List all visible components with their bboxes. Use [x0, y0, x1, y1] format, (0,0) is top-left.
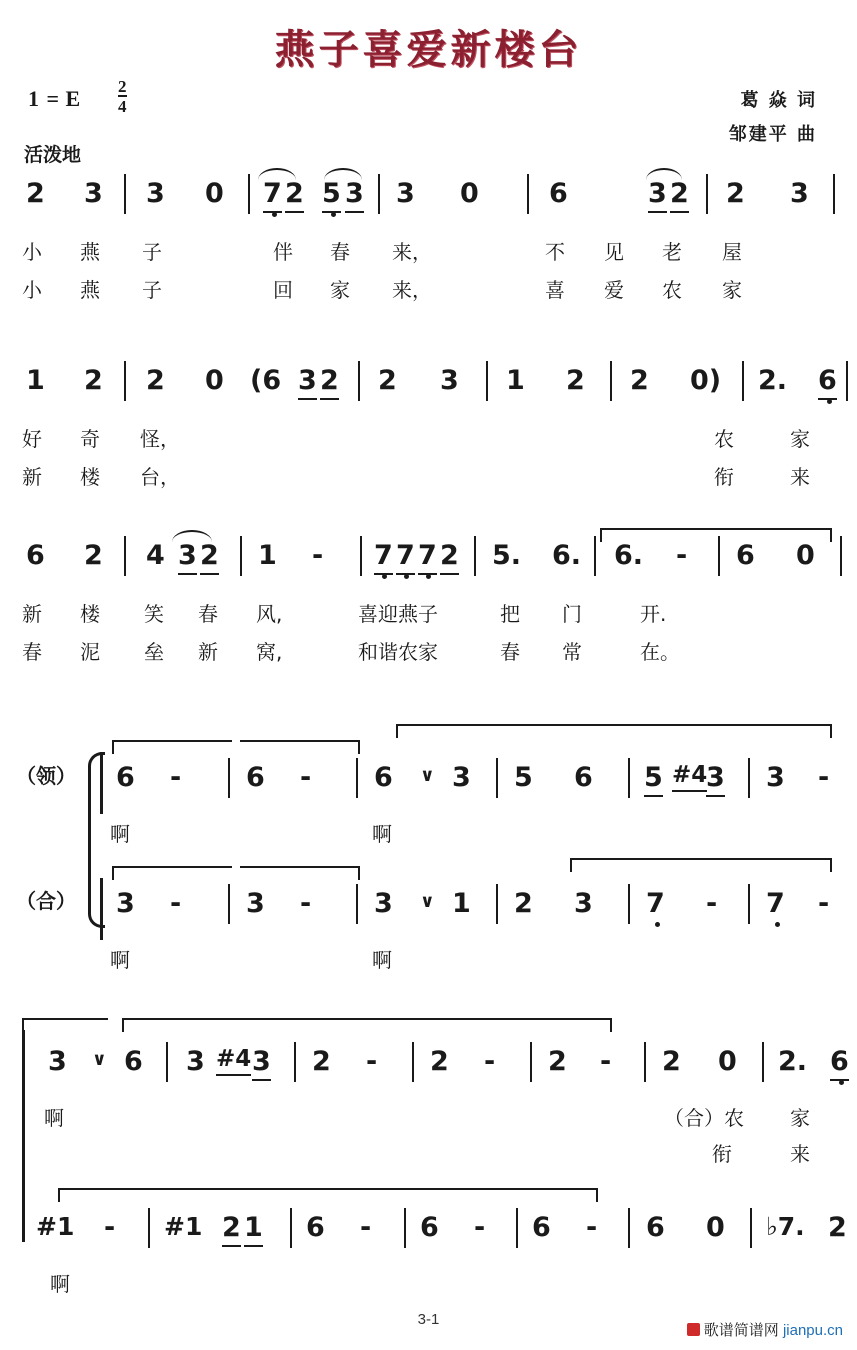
note: 3	[648, 178, 667, 213]
note: -	[366, 1046, 378, 1077]
lyric: 春	[500, 640, 520, 664]
note: -	[484, 1046, 496, 1077]
barline	[360, 536, 362, 576]
system-3-lyrics-verse2	[0, 636, 857, 668]
breath-mark: ∨	[420, 891, 435, 912]
note: 0	[205, 178, 224, 209]
barline	[750, 1208, 752, 1248]
lyric: 好	[22, 427, 42, 451]
note: 2	[440, 540, 459, 575]
note: 3	[706, 762, 725, 797]
note: 7	[766, 888, 785, 919]
system-1-notes	[0, 178, 857, 224]
note: 3	[574, 888, 593, 919]
barline	[846, 361, 848, 401]
system-3-notes	[0, 540, 857, 586]
note: 2	[670, 178, 689, 213]
barline	[530, 1042, 532, 1082]
part-label-chorus: （合）	[16, 889, 76, 913]
lyric: 回	[273, 278, 293, 302]
lyric: 把	[500, 602, 520, 626]
barline	[762, 1042, 764, 1082]
note: 6	[306, 1212, 325, 1243]
note: 3	[116, 888, 135, 919]
low-octave-dot	[272, 212, 277, 217]
lyric: 怪，	[140, 427, 180, 451]
note: (6	[250, 365, 282, 396]
note: 4	[146, 540, 165, 571]
system-1-lyrics-verse1	[0, 236, 857, 268]
note: -	[676, 540, 688, 571]
lyric: 来，	[392, 278, 432, 302]
phrase-tick	[830, 858, 832, 872]
lyric: 家	[790, 1106, 810, 1130]
note: 3	[178, 540, 197, 575]
watermark	[687, 1319, 843, 1340]
lyric: 常	[562, 640, 582, 664]
barline	[356, 884, 358, 924]
note: ♭7.	[766, 1212, 805, 1241]
note: 2	[566, 365, 585, 396]
note: 2	[430, 1046, 449, 1077]
barline	[124, 536, 126, 576]
note: 2.	[778, 1046, 808, 1077]
note: -	[300, 762, 312, 793]
key-signature	[28, 86, 80, 112]
lyric: 来	[790, 465, 810, 489]
page-number: 3-1	[417, 1311, 440, 1328]
note: 2	[146, 365, 165, 396]
note: 6	[646, 1212, 665, 1243]
note: 3	[186, 1046, 205, 1077]
note: 0	[460, 178, 479, 209]
breath-mark: ∨	[420, 765, 435, 786]
system-4-lead-lyrics	[0, 818, 857, 850]
system-5-notes	[0, 1046, 857, 1092]
note: 0	[205, 365, 224, 396]
barline	[228, 884, 230, 924]
barline	[486, 361, 488, 401]
phrase-tick	[58, 1188, 60, 1202]
lyric: 小	[22, 240, 42, 264]
note: 2	[222, 1212, 241, 1247]
lyric: 伴	[273, 240, 293, 264]
phrase-tick	[358, 866, 360, 880]
watermark-badge-icon	[687, 1323, 700, 1336]
lyric: 窝,	[256, 640, 283, 664]
system-1	[0, 178, 857, 306]
lyric: 泥	[80, 640, 100, 664]
system-5-lyrics-line1	[0, 1102, 857, 1134]
note: 1	[26, 365, 45, 396]
lyric: 垒	[144, 640, 164, 664]
system-4-chorus-notes	[0, 888, 857, 934]
note: 5.	[492, 540, 522, 571]
note: 2	[378, 365, 397, 396]
barline	[148, 1208, 150, 1248]
system-2	[0, 365, 857, 493]
time-signature	[118, 78, 127, 115]
note: 2	[84, 540, 103, 571]
note: 6	[574, 762, 593, 793]
note: 6	[26, 540, 45, 571]
barline	[628, 884, 630, 924]
lyric: 风,	[256, 602, 283, 626]
system-4-chorus-lyrics	[0, 944, 857, 976]
note: 6	[116, 762, 135, 793]
part-label-lead: （领）	[16, 764, 76, 788]
note: 6	[818, 365, 837, 400]
note: #4	[216, 1046, 251, 1076]
phrase-line	[112, 740, 232, 742]
composer: 邹建平 曲	[728, 124, 817, 146]
phrase-line	[396, 724, 832, 726]
phrase-line	[240, 866, 360, 868]
note: 3	[246, 888, 265, 919]
lyric: 家	[722, 278, 742, 302]
note: 7	[374, 540, 393, 575]
phrase-tick	[830, 528, 832, 542]
note: 2	[320, 365, 339, 400]
barline	[240, 536, 242, 576]
barline	[644, 1042, 646, 1082]
lyric: 啊	[50, 1272, 70, 1296]
key-value: E	[65, 86, 81, 111]
note: 7	[263, 178, 282, 213]
note: -	[360, 1212, 372, 1243]
phrase-tick	[122, 1018, 124, 1032]
note: 6	[420, 1212, 439, 1243]
phrase-line	[570, 858, 832, 860]
phrase-line	[600, 528, 832, 530]
low-octave-dot	[655, 922, 660, 927]
note: 3	[298, 365, 317, 400]
lyric: 楼	[80, 602, 100, 626]
system-2-lyrics-verse2	[0, 461, 857, 493]
note: 2	[26, 178, 45, 209]
system-2-lyrics-verse1	[0, 423, 857, 455]
low-octave-dot	[426, 574, 431, 579]
barline	[748, 758, 750, 798]
low-octave-dot	[775, 922, 780, 927]
lyric: 子	[142, 240, 162, 264]
lyric: 啊	[110, 822, 130, 846]
system-6	[0, 1212, 857, 1300]
barline	[412, 1042, 414, 1082]
tempo-marking: 活泼地	[24, 144, 82, 166]
note: -	[818, 762, 830, 793]
phrase-tick	[358, 740, 360, 754]
note: 2	[514, 888, 533, 919]
note: 3	[252, 1046, 271, 1081]
breath-mark: ∨	[92, 1049, 107, 1070]
lyric: 楼	[80, 465, 100, 489]
lyric: 燕	[80, 278, 100, 302]
lyric: 喜迎燕子	[358, 602, 438, 626]
system-5-lyrics-line2	[0, 1138, 857, 1170]
lyric: 春	[22, 640, 42, 664]
barline	[404, 1208, 406, 1248]
low-octave-dot	[839, 1080, 844, 1085]
lyric: 笑	[144, 602, 164, 626]
lyric: 春	[198, 602, 218, 626]
lyric: 新	[22, 602, 42, 626]
barline	[124, 174, 126, 214]
system-4-chorus	[0, 888, 857, 976]
note: 7	[396, 540, 415, 575]
lyric: 门	[562, 602, 582, 626]
barline	[474, 536, 476, 576]
system-2-notes	[0, 365, 857, 411]
note: 3	[790, 178, 809, 209]
barline	[358, 361, 360, 401]
note: 2	[630, 365, 649, 396]
lyric: 新	[198, 640, 218, 664]
lyric: 燕	[80, 240, 100, 264]
note: 2	[285, 178, 304, 213]
system-3	[0, 540, 857, 668]
note: 3	[146, 178, 165, 209]
note: 3	[452, 762, 471, 793]
phrase-tick	[830, 724, 832, 738]
barline	[496, 884, 498, 924]
barline	[290, 1208, 292, 1248]
phrase-tick	[610, 1018, 612, 1032]
phrase-tick	[112, 740, 114, 754]
note: 3	[48, 1046, 67, 1077]
phrase-line	[112, 866, 232, 868]
note: 3	[345, 178, 364, 213]
barline	[228, 758, 230, 798]
lyric: 喜	[545, 278, 565, 302]
lyric: 爱	[604, 278, 624, 302]
lyric: 新	[22, 465, 42, 489]
barline	[248, 174, 250, 214]
note: 6	[830, 1046, 849, 1081]
note: 3	[84, 178, 103, 209]
barline	[527, 174, 529, 214]
phrase-tick	[396, 724, 398, 738]
watermark-cn: 歌谱简谱网	[703, 1322, 779, 1339]
lyric: 啊	[372, 822, 392, 846]
note: 6	[532, 1212, 551, 1243]
lyric: 农	[714, 427, 734, 451]
watermark-en: jianpu.cn	[782, 1322, 843, 1339]
page-title: 燕子喜爱新楼台	[274, 26, 583, 73]
note: 6	[549, 178, 568, 209]
phrase-tick	[600, 528, 602, 542]
barline	[748, 884, 750, 924]
note: -	[706, 888, 718, 919]
phrase-line	[122, 1018, 612, 1020]
note: 2	[726, 178, 745, 209]
barline	[840, 536, 842, 576]
note: -	[104, 1212, 116, 1243]
barline	[742, 361, 744, 401]
note: 0	[796, 540, 815, 571]
note: 5	[322, 178, 341, 213]
note: 2.	[758, 365, 788, 396]
lyric: 屋	[722, 240, 742, 264]
barline	[516, 1208, 518, 1248]
system-4-lead	[0, 762, 857, 850]
note: -	[818, 888, 830, 919]
phrase-line	[58, 1188, 598, 1190]
lyric: 小	[22, 278, 42, 302]
phrase-tick	[596, 1188, 598, 1202]
barline	[378, 174, 380, 214]
lyric: 啊	[110, 948, 130, 972]
barline	[610, 361, 612, 401]
barline	[594, 536, 596, 576]
note: #1	[164, 1212, 203, 1241]
note: 3	[396, 178, 415, 209]
barline	[706, 174, 708, 214]
lyric: 来，	[392, 240, 432, 264]
barline	[356, 758, 358, 798]
note: 0	[718, 1046, 737, 1077]
note: 0)	[690, 365, 722, 396]
lyric: 老	[662, 240, 682, 264]
system-wrap-line	[22, 1030, 25, 1242]
note: 6.	[552, 540, 582, 571]
barline	[628, 758, 630, 798]
lyric: 不	[545, 240, 565, 264]
note: 1	[506, 365, 525, 396]
lyric: 见	[604, 240, 624, 264]
note: #1	[36, 1212, 75, 1241]
note: 2	[548, 1046, 567, 1077]
credits	[729, 84, 817, 152]
note: 5	[644, 762, 663, 797]
system-6-lyrics	[0, 1268, 857, 1300]
note: 0	[706, 1212, 725, 1243]
low-octave-dot	[404, 574, 409, 579]
note: 6	[246, 762, 265, 793]
lyric: （合）农	[664, 1106, 744, 1130]
barline	[718, 536, 720, 576]
lyric: 子	[142, 278, 162, 302]
note: -	[170, 762, 182, 793]
barline	[628, 1208, 630, 1248]
lyric: 春	[330, 240, 350, 264]
note: 2	[828, 1212, 847, 1243]
lyric: 奇	[80, 427, 100, 451]
note: -	[586, 1212, 598, 1243]
system-1-lyrics-verse2	[0, 274, 857, 306]
key-label: 1 =	[28, 86, 61, 111]
note: -	[312, 540, 324, 571]
note: 6	[124, 1046, 143, 1077]
lyric: 和谐农家	[358, 640, 438, 664]
low-octave-dot	[382, 574, 387, 579]
barline	[124, 361, 126, 401]
lyric: 衔	[712, 1142, 732, 1166]
low-octave-dot	[827, 399, 832, 404]
note: 3	[374, 888, 393, 919]
phrase-line	[240, 740, 360, 742]
note: 6.	[614, 540, 644, 571]
system-4-lead-notes	[0, 762, 857, 808]
note: -	[300, 888, 312, 919]
low-octave-dot	[331, 212, 336, 217]
system-3-lyrics-verse1	[0, 598, 857, 630]
note: 1	[244, 1212, 263, 1247]
note: -	[600, 1046, 612, 1077]
note: 1	[452, 888, 471, 919]
phrase-tick	[112, 866, 114, 880]
note: 2	[662, 1046, 681, 1077]
lyric: 啊	[372, 948, 392, 972]
system-6-notes	[0, 1212, 857, 1258]
barline	[294, 1042, 296, 1082]
note: 3	[766, 762, 785, 793]
lyric: 衔	[714, 465, 734, 489]
system-5	[0, 1046, 857, 1170]
note: 5	[514, 762, 533, 793]
note: 6	[374, 762, 393, 793]
note: 2	[312, 1046, 331, 1077]
lyric: 家	[330, 278, 350, 302]
barline	[166, 1042, 168, 1082]
lyric: 来	[790, 1142, 810, 1166]
lyric: 开.	[640, 602, 667, 626]
lyric: 家	[790, 427, 810, 451]
lyric: 台，	[140, 465, 180, 489]
barline	[496, 758, 498, 798]
note: 3	[440, 365, 459, 396]
lyric: 在。	[640, 640, 680, 664]
note: 7	[418, 540, 437, 575]
note: 6	[736, 540, 755, 571]
phrase-line	[22, 1018, 108, 1020]
note: 2	[84, 365, 103, 396]
note: #4	[672, 762, 707, 792]
lyric: 农	[662, 278, 682, 302]
meter-numerator: 2	[118, 77, 127, 96]
lyric: 啊	[44, 1106, 64, 1130]
note: -	[170, 888, 182, 919]
note: 2	[200, 540, 219, 575]
note: 1	[258, 540, 277, 571]
note: 7	[646, 888, 665, 919]
lyricist: 葛 焱 词	[740, 90, 817, 111]
note: -	[474, 1212, 486, 1243]
phrase-tick	[570, 858, 572, 872]
meter-denominator: 4	[118, 97, 127, 116]
barline	[833, 174, 835, 214]
